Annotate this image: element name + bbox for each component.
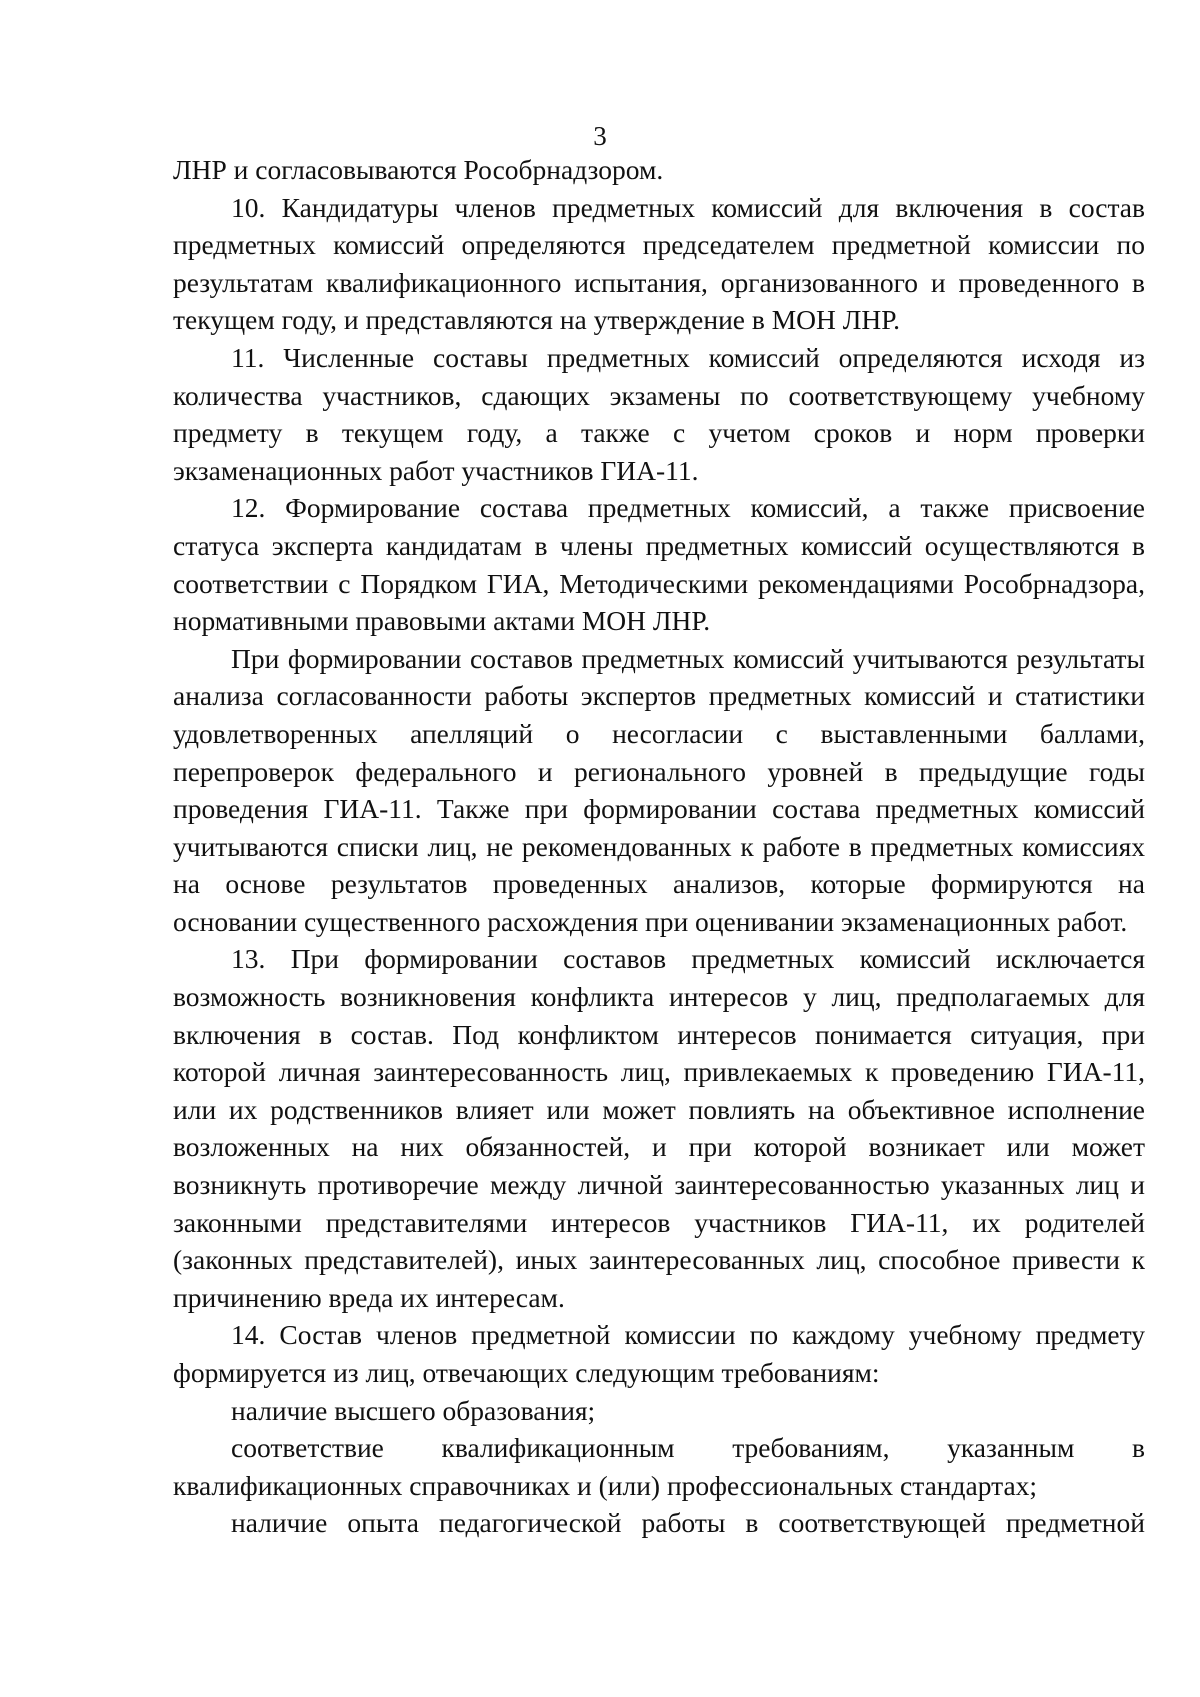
paragraph-item-10: 10. Кандидатуры членов предметных комиссий для включения в состав предметных комиссий определяются председателем предметной комиссии по результатам квалификационного испытания, организованного и проведенного в текущем году, и представляются на утверждение в МОН ЛНР. — [173, 191, 1145, 336]
paragraph-item-13: 13. При формировании составов предметных комиссий исключается возможность возникновения конфликта интересов у лиц, предполагаемых для включения в состав. Под конфликтом интересов понимается ситуация, при которой личная заинтересованность лиц, привлекаемых к проведению ГИА-11, или их родственников влияет или может повлиять на объективное исполнение возложенных на них обязанностей, и при которой возникает или может возникнуть противоречие между личной заинтересованностью указанных лиц и законными представителями интересов участников ГИА-11, их родителей (законных представителей), иных заинтересованных лиц, способное привести к причинению вреда их интересам. — [173, 943, 1145, 1313]
document-body — [173, 151, 1145, 1542]
page-number: 3 — [593, 121, 607, 151]
paragraph-item-14: 14. Состав членов предметной комиссии по каждому учебному предмету формируется из лиц, отвечающих следующим требованиям: — [173, 1319, 1145, 1388]
requirement-higher-education: наличие высшего образования; — [231, 1394, 596, 1426]
requirement-qualification: соответствие квалификационным требованиям, указанным в квалификационных справочниках и (или) профессиональных стандартах; — [173, 1432, 1145, 1501]
paragraph-item-11: 11. Численные составы предметных комиссий определяются исходя из количества участников, сдающих экзамены по соответствующему учебному предмету в текущем году, а также с учетом сроков и норм проверки экзаменационных работ участников ГИА-11. — [173, 341, 1145, 486]
paragraph-item-12-continued: При формировании составов предметных комиссий учитываются результаты анализа согласованности работы экспертов предметных комиссий и статистики удовлетворенных апелляций о несогласии с выставленными баллами, перепроверок федерального и регионального уровней в предыдущие годы проведения ГИА-11. Также при формировании состава предметных комиссий учитываются списки лиц, не рекомендованных к работе в предметных комиссиях на основе результатов проведенных анализов, которые формируются на основании существенного расхождения при оценивании экзаменационных работ. — [173, 642, 1145, 937]
requirement-teaching-experience: наличие опыта педагогической работы в соответствующей предметной — [231, 1507, 1145, 1539]
paragraph-continuation: ЛНР и согласовываются Рособрнадзором. — [173, 154, 664, 185]
paragraph-item-12: 12. Формирование состава предметных комиссий, а также присвоение статуса эксперта кандидатам в члены предметных комиссий осуществляются в соответствии с Порядком ГИА, Методическими рекомендациями Рособрнадзора, нормативными правовыми актами МОН ЛНР. — [173, 492, 1145, 637]
